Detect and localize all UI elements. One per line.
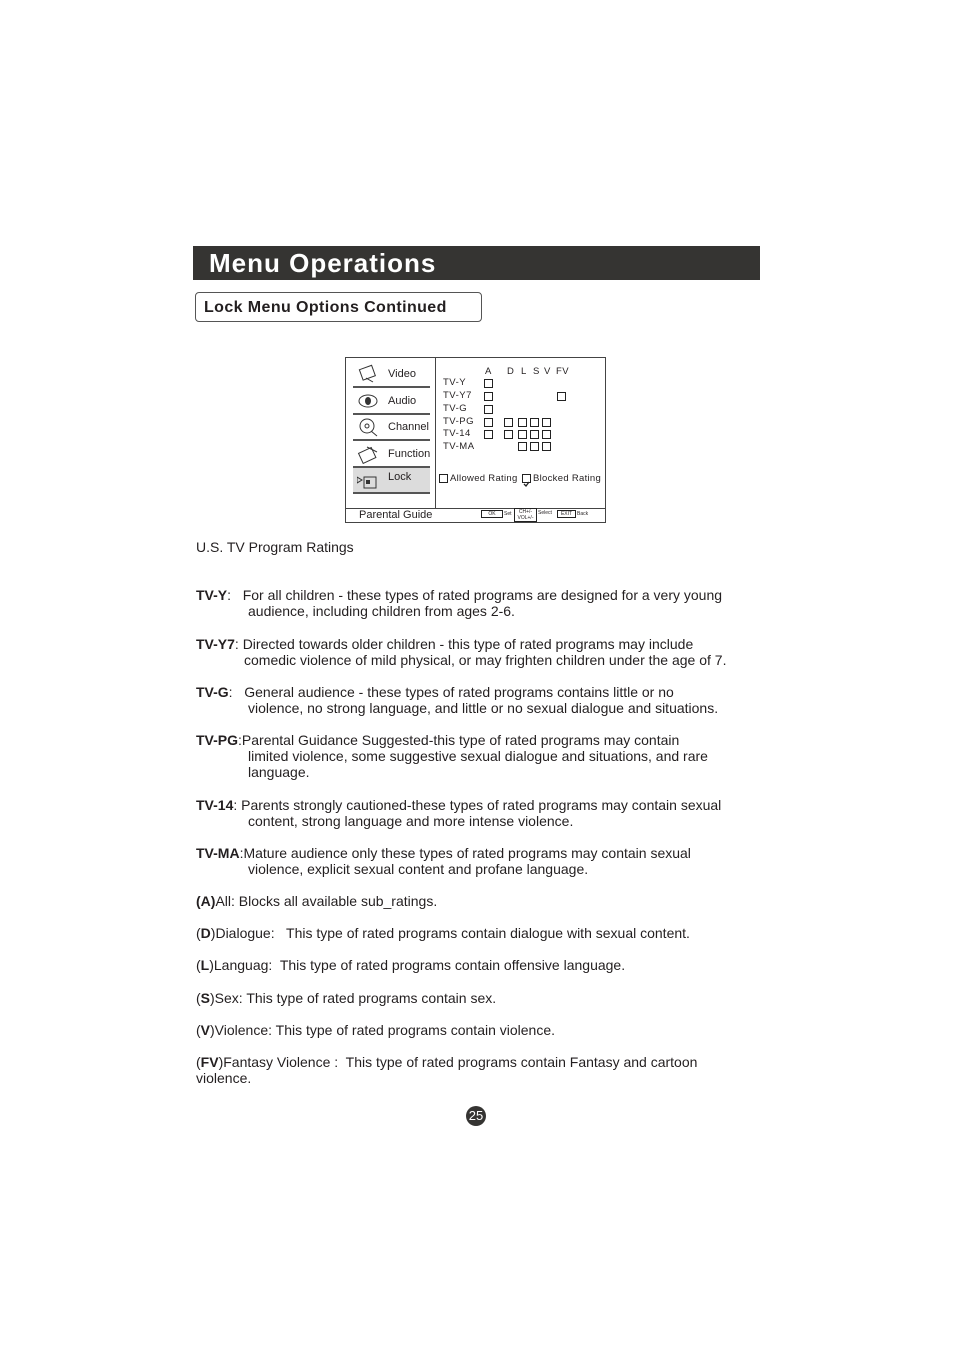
definition-line: content, strong language and more intense violence. <box>248 813 574 829</box>
allowed-rating-swatch <box>439 474 448 483</box>
menu-item-channel[interactable] <box>353 415 430 441</box>
rating-term: TV-Y <box>196 587 228 603</box>
subrating-term: L <box>200 957 210 973</box>
definition-line: For all children - these types of rated programs are designed for a very young <box>242 587 723 603</box>
subrating-text: )Dialogue: This type of rated programs contain dialogue with sexual content. <box>210 925 690 941</box>
row-label-tv-y: TV-Y <box>443 377 467 388</box>
rating-checkbox[interactable] <box>530 442 539 451</box>
rating-checkbox[interactable] <box>530 430 539 439</box>
definition-line: violence, explicit sexual content and profane language. <box>248 861 589 877</box>
blocked-rating-label: Blocked Rating <box>533 473 602 484</box>
subrating-text: All: Blocks all available sub_ratings. <box>215 893 438 909</box>
menu-label: Function <box>388 448 431 460</box>
rating-definition-tv-y7 <box>196 636 776 668</box>
row-label-tv-g: TV-G <box>443 403 468 414</box>
rating-definition-tv-y <box>196 587 776 619</box>
rating-checkbox[interactable] <box>504 430 513 439</box>
menu-label: Lock <box>388 471 412 483</box>
rating-checkbox[interactable] <box>484 405 493 414</box>
separator: : <box>228 684 245 700</box>
column-header-fv: FV <box>556 366 570 377</box>
row-label-tv-ma: TV-MA <box>443 441 475 452</box>
rating-definition-tv-14 <box>196 797 776 829</box>
paren: ( <box>196 990 201 1006</box>
rating-term: TV-MA <box>196 845 240 861</box>
definition-line: Parents strongly cautioned-these types of rated programs may contain sexual <box>241 797 722 813</box>
menu-label: Audio <box>388 395 417 407</box>
select-hint: Select <box>538 510 552 516</box>
rating-checkbox[interactable] <box>484 418 493 427</box>
menu-label: Video <box>388 368 416 380</box>
page-title: Menu Operations <box>209 248 437 278</box>
subrating-d <box>196 925 776 941</box>
definition-line: Parental Guidance Suggested-this type of rated programs may contain <box>241 732 680 748</box>
row-label-tv-14: TV-14 <box>443 428 471 439</box>
menu-label: Channel <box>388 421 429 433</box>
rating-checkbox[interactable] <box>557 392 566 401</box>
rating-term: TV-Y7 <box>196 636 235 652</box>
column-header-l: L <box>521 366 527 377</box>
rating-checkbox[interactable] <box>484 379 493 388</box>
subrating-v <box>196 1022 776 1038</box>
menu-item-function[interactable] <box>353 442 430 468</box>
allowed-rating-label: Allowed Rating <box>450 473 518 484</box>
section-title: Lock Menu Options Continued <box>204 299 447 316</box>
subrating-term: V <box>200 1022 211 1038</box>
definition-line: audience, including children from ages 2-6. <box>248 603 515 619</box>
osd-sidebar <box>346 358 436 508</box>
paren: ( <box>196 957 201 973</box>
subrating-s <box>196 990 776 1006</box>
rating-definition-tv-ma <box>196 845 776 877</box>
rating-checkbox[interactable] <box>504 418 513 427</box>
rating-definition-tv-g <box>196 684 776 716</box>
subrating-text: )Violence: This type of rated programs contain violence. <box>210 1022 556 1038</box>
rating-term: TV-PG <box>196 732 239 748</box>
ch-vol-key <box>514 508 537 522</box>
rating-term: TV-G <box>196 684 229 700</box>
channel-icon <box>357 417 379 437</box>
exit-key: EXIT <box>557 510 576 518</box>
column-header-a: A <box>485 366 492 377</box>
rating-checkbox[interactable] <box>542 442 551 451</box>
subrating-text: violence. <box>196 1070 252 1086</box>
subrating-term: S <box>200 990 211 1006</box>
definition-line: Directed towards older children - this type of rated programs may include <box>242 636 694 652</box>
definition-line: limited violence, some suggestive sexual dialogue and situations, and rare <box>248 748 708 764</box>
ratings-subheading: U.S. TV Program Ratings <box>196 539 354 555</box>
subrating-text: )Sex: This type of rated programs contain sex. <box>210 990 497 1006</box>
row-label-tv-y7: TV-Y7 <box>443 390 472 401</box>
back-hint: Back <box>577 511 589 517</box>
definition-line: language. <box>248 764 310 780</box>
subrating-fv <box>196 1054 776 1086</box>
osd-footer-label: Parental Guide <box>359 509 433 521</box>
rating-checkbox[interactable] <box>542 430 551 439</box>
menu-item-lock[interactable] <box>353 468 430 494</box>
paren: ( <box>196 925 201 941</box>
subrating-a <box>196 893 776 909</box>
vol-key-label: VOL+/- <box>517 515 534 521</box>
osd-screen <box>345 357 606 523</box>
function-icon <box>357 444 379 464</box>
column-header-d: D <box>507 366 515 377</box>
separator: : <box>233 797 242 813</box>
definition-line: Mature audience only these types of rated programs may contain sexual <box>243 845 691 861</box>
rating-checkbox[interactable] <box>484 392 493 401</box>
subrating-term: FV <box>200 1054 219 1070</box>
rating-checkbox[interactable] <box>542 418 551 427</box>
menu-item-video[interactable] <box>353 362 430 388</box>
subrating-text: )Languag: This type of rated programs contain offensive language. <box>209 957 626 973</box>
section-header <box>195 292 482 322</box>
video-icon <box>357 364 379 384</box>
separator: : <box>227 587 243 603</box>
definition-line: comedic violence of mild physical, or may frighten children under the age of 7. <box>244 652 727 668</box>
page-number: 25 <box>466 1106 486 1126</box>
column-header-s: S <box>533 366 540 377</box>
subrating-text: )Fantasy Violence : This type of rated programs contain Fantasy and cartoon <box>218 1054 698 1070</box>
audio-icon <box>357 391 379 411</box>
subrating-term: D <box>200 925 211 941</box>
subrating-l <box>196 957 776 973</box>
paren: ( <box>196 1054 201 1070</box>
set-hint: Set <box>504 511 512 517</box>
separator: : <box>238 732 242 748</box>
rating-checkbox[interactable] <box>518 418 527 427</box>
rating-checkbox[interactable] <box>518 442 527 451</box>
definition-line: violence, no strong language, and little or no sexual dialogue and situations. <box>248 700 719 716</box>
rating-definition-tv-pg <box>196 732 776 780</box>
rating-checkbox[interactable] <box>518 430 527 439</box>
ch-key-label: CH+/- <box>518 509 533 515</box>
column-header-v: V <box>544 366 551 377</box>
rating-checkbox[interactable] <box>530 418 539 427</box>
rating-term: TV-14 <box>196 797 234 813</box>
subrating-term: (A) <box>196 893 216 909</box>
rating-checkbox[interactable] <box>484 430 493 439</box>
header-banner <box>193 246 760 280</box>
definition-line: General audience - these types of rated programs contains little or no <box>244 684 674 700</box>
row-label-tv-pg: TV-PG <box>443 416 475 427</box>
menu-item-audio[interactable] <box>353 389 430 415</box>
separator: : <box>239 845 244 861</box>
paren: ( <box>196 1022 201 1038</box>
ok-key: OK <box>481 510 503 518</box>
separator: : <box>234 636 243 652</box>
lock-icon <box>357 470 379 490</box>
blocked-rating-swatch <box>522 474 531 483</box>
